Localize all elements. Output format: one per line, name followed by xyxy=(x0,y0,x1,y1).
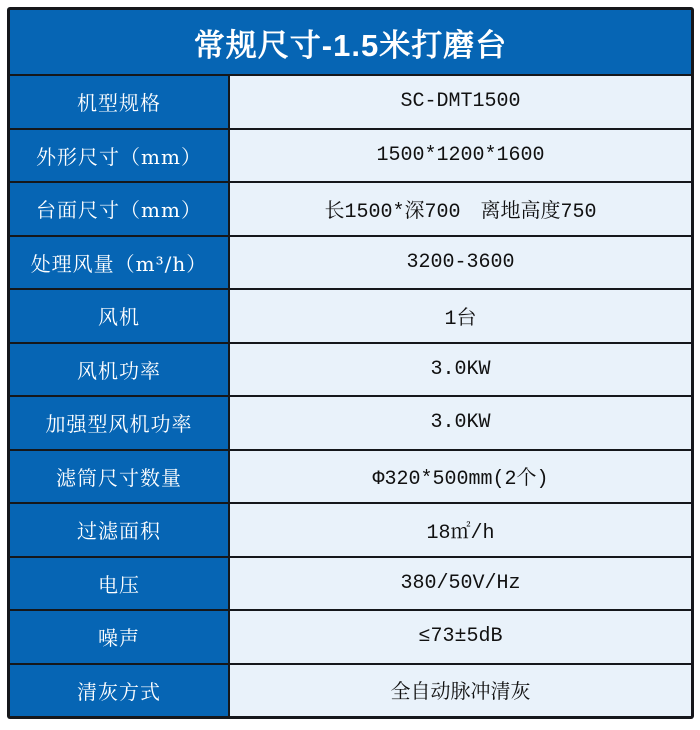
spec-value-filter-cartridge: Φ320*500mm(2个) xyxy=(230,451,691,503)
table-row-filter-cartridge xyxy=(10,451,691,503)
table-row-filter-area xyxy=(10,504,691,556)
spec-value-fan-power: 3.0KW xyxy=(230,344,691,396)
spec-value-air-volume: 3200-3600 xyxy=(230,237,691,289)
table-row-fan-power xyxy=(10,344,691,396)
table-row-model xyxy=(10,76,691,128)
spec-label-cleaning-method: 清灰方式 xyxy=(10,665,228,717)
spec-value-tabletop-dimensions: 长1500*深700 离地高度750 xyxy=(230,183,691,235)
spec-label-tabletop-dimensions: 台面尺寸（mm） xyxy=(10,183,228,235)
spec-label-fan: 风机 xyxy=(10,290,228,342)
table-row-noise xyxy=(10,611,691,663)
table-row-tabletop-dimensions xyxy=(10,183,691,235)
spec-value-model: SC-DMT1500 xyxy=(230,76,691,128)
spec-label-voltage: 电压 xyxy=(10,558,228,610)
spec-label-model: 机型规格 xyxy=(10,76,228,128)
spec-label-filter-area: 过滤面积 xyxy=(10,504,228,556)
spec-value-filter-area: 18㎡/h xyxy=(230,504,691,556)
table-row-air-volume xyxy=(10,237,691,289)
spec-value-fan: 1台 xyxy=(230,290,691,342)
spec-label-air-volume: 处理风量（m³/h） xyxy=(10,237,228,289)
page-title: 常规尺寸-1.5米打磨台 xyxy=(193,27,508,63)
spec-label-fan-power: 风机功率 xyxy=(10,344,228,396)
spec-table xyxy=(7,7,694,719)
spec-value-noise: ≤73±5dB xyxy=(230,611,691,663)
spec-value-outer-dimensions: 1500*1200*1600 xyxy=(230,130,691,182)
spec-label-noise: 噪声 xyxy=(10,611,228,663)
table-row-cleaning-method xyxy=(10,665,691,717)
table-row-voltage xyxy=(10,558,691,610)
spec-label-filter-cartridge: 滤筒尺寸数量 xyxy=(10,451,228,503)
table-title-bar xyxy=(10,10,691,74)
table-row-enhanced-fan-power xyxy=(10,397,691,449)
spec-value-voltage: 380/50V/Hz xyxy=(230,558,691,610)
table-row-outer-dimensions xyxy=(10,130,691,182)
spec-label-enhanced-fan-power: 加强型风机功率 xyxy=(10,397,228,449)
spec-value-enhanced-fan-power: 3.0KW xyxy=(230,397,691,449)
table-row-fan xyxy=(10,290,691,342)
spec-value-cleaning-method: 全自动脉冲清灰 xyxy=(230,665,691,717)
spec-label-outer-dimensions: 外形尺寸（mm） xyxy=(10,130,228,182)
